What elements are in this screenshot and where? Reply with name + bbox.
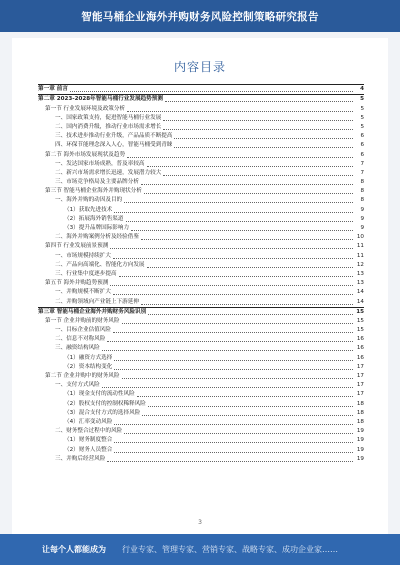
dot-leader xyxy=(141,184,353,185)
toc-entry-text: （2）资本结构变化 xyxy=(64,363,113,370)
dot-leader xyxy=(124,433,353,434)
footer-slogan: 让每个人都能成为 xyxy=(42,545,106,554)
dot-leader xyxy=(113,258,353,259)
toc-entry-page: 17 xyxy=(356,373,364,379)
toc-entry[interactable] xyxy=(38,196,364,205)
toc-entry-page: 6 xyxy=(360,142,364,149)
toc-entry[interactable] xyxy=(38,178,364,187)
toc-entry[interactable] xyxy=(38,215,364,224)
toc-entry-page: 19 xyxy=(356,437,364,444)
dot-leader xyxy=(165,101,353,102)
dot-leader xyxy=(114,212,353,213)
toc-entry-page: 17 xyxy=(356,391,364,398)
toc-entry-page: 15 xyxy=(356,327,364,334)
toc-entry-page: 19 xyxy=(356,455,364,462)
toc-entry-page: 4 xyxy=(360,86,364,93)
toc-entry[interactable] xyxy=(38,279,364,288)
toc-entry[interactable] xyxy=(38,187,364,196)
dot-leader xyxy=(119,276,353,277)
toc-entry[interactable] xyxy=(38,261,364,270)
toc-entry[interactable] xyxy=(38,288,364,297)
toc-entry-page: 18 xyxy=(356,409,364,416)
toc-entry[interactable] xyxy=(38,297,364,306)
toc-entry-page: 11 xyxy=(356,252,364,259)
toc-entry-text: 第二节 企业并购中的财务风险 xyxy=(45,373,120,379)
dot-leader xyxy=(122,323,354,324)
toc-entry-text: （2）财务人员整合 xyxy=(64,446,113,453)
toc-entry-text: 二、产品向高端化、智能化方向发展 xyxy=(55,261,145,268)
toc-page xyxy=(12,38,388,534)
toc-entry[interactable] xyxy=(38,94,364,104)
toc-entry-page: 9 xyxy=(360,225,364,231)
toc-entry[interactable] xyxy=(38,141,364,150)
toc-entry[interactable] xyxy=(38,160,364,169)
dot-leader xyxy=(141,239,353,240)
toc-entry-text: 第三节 智能马桶企业海外并购现状分析 xyxy=(45,188,142,195)
dot-leader xyxy=(174,147,353,148)
dot-leader xyxy=(144,193,353,194)
toc-entry[interactable] xyxy=(38,317,364,326)
dot-leader xyxy=(127,111,353,112)
toc-entry-page: 16 xyxy=(356,345,364,352)
dot-leader xyxy=(148,314,353,315)
dot-leader xyxy=(163,129,353,130)
toc-entry-page: 7 xyxy=(360,169,364,176)
toc-entry-text: 四、环保节能理念深入人心，智能马桶受到青睐 xyxy=(55,142,173,149)
toc-entry-text: 一、海外并购的动因及目的 xyxy=(55,197,123,204)
toc-entry-text: 三、行业集中度逐步提高 xyxy=(55,270,117,277)
toc-entry[interactable] xyxy=(38,205,364,214)
dot-leader xyxy=(142,415,353,416)
toc-entry-text: 三、并购后经营风险 xyxy=(55,455,106,462)
dot-leader xyxy=(107,341,353,342)
toc-entry-page: 13 xyxy=(356,280,364,287)
dot-leader xyxy=(147,267,353,268)
toc-entry-page: 13 xyxy=(356,270,364,277)
toc-entry-text: 二、海外并购案例分析及经验借鉴 xyxy=(55,234,139,241)
toc-entry[interactable] xyxy=(38,381,364,390)
toc-entry-text: （3）提升品牌国际影响力 xyxy=(64,225,130,231)
toc-entry-text: 一、市场规模持续扩大 xyxy=(55,252,111,259)
footer-banner xyxy=(0,534,400,565)
dot-leader xyxy=(113,294,353,295)
dot-leader xyxy=(122,378,354,379)
toc-entry[interactable] xyxy=(38,372,364,381)
toc-entry-page: 8 xyxy=(360,188,364,195)
toc-entry-page: 19 xyxy=(356,428,364,435)
dot-leader xyxy=(163,175,353,176)
dot-leader xyxy=(110,285,353,286)
toc-entry[interactable] xyxy=(38,326,364,335)
toc-entry-page: 5 xyxy=(360,96,364,103)
toc-entry-text: 一、并购规模不断扩大 xyxy=(55,289,111,296)
toc-entry-text: （1）获取先进技术 xyxy=(64,206,113,213)
toc-entry-text: （4）汇率变动风险 xyxy=(64,418,113,425)
toc-entry[interactable] xyxy=(38,427,364,436)
toc-entry[interactable] xyxy=(38,455,364,464)
report-header xyxy=(0,0,400,32)
dot-leader xyxy=(148,406,353,407)
toc-entry[interactable] xyxy=(38,150,364,159)
toc-title: 内容目录 xyxy=(173,60,226,74)
dot-leader xyxy=(126,221,354,222)
toc-entry[interactable] xyxy=(38,251,364,260)
toc-entry[interactable] xyxy=(38,409,364,418)
dot-leader xyxy=(107,461,353,462)
toc-entry-text: 三、市场竞争格局及主要品牌分析 xyxy=(55,179,139,186)
toc-entry-page: 8 xyxy=(360,179,364,186)
dot-leader xyxy=(163,120,353,121)
toc-entry-text: （2）拓展海外销售渠道 xyxy=(64,215,124,222)
toc-entry-page: 16 xyxy=(356,336,364,343)
toc-entry[interactable] xyxy=(38,436,364,445)
toc-entry-text: 第四节 行业发展前景预测 xyxy=(45,243,109,250)
toc-entry-text: （1）融资方式选择 xyxy=(64,354,113,361)
toc-entry-page: 10 xyxy=(356,234,364,241)
dot-leader xyxy=(102,350,353,351)
toc-entry-page: 14 xyxy=(356,298,364,305)
toc-entry[interactable] xyxy=(38,132,364,141)
dot-leader xyxy=(147,166,353,167)
toc-entry-text: （1）财务制度整合 xyxy=(64,437,113,444)
toc-entry-text: 第一章 前言 xyxy=(38,86,68,93)
page-number: 3 xyxy=(198,519,202,526)
toc-entry-page: 8 xyxy=(360,197,364,204)
toc-entry[interactable] xyxy=(38,399,364,408)
toc-entry-text: 二、信息不对称风险 xyxy=(55,336,106,343)
dot-leader xyxy=(114,452,353,453)
toc-entry-page: 16 xyxy=(356,354,364,361)
toc-entry[interactable] xyxy=(38,418,364,427)
toc-entry-text: 第三章 智能马桶企业海外并购财务风险识别 xyxy=(38,308,147,315)
toc-entry-page: 19 xyxy=(356,446,364,453)
toc-entry-page: 17 xyxy=(356,363,364,370)
toc-entry-text: 二、并购领域向产业链上下游延伸 xyxy=(55,298,139,305)
toc-entry[interactable] xyxy=(38,344,364,353)
toc-entry-text: 第一节 行业发展环境及政策分析 xyxy=(45,105,126,112)
dot-leader xyxy=(114,442,353,443)
toc-list xyxy=(38,84,364,464)
toc-entry-text: （2）股权支付的控制权稀释风险 xyxy=(64,400,146,407)
toc-entry-text: 第二章 2023-2028年智能马桶行业发展趋势预测 xyxy=(38,96,163,103)
toc-entry[interactable] xyxy=(38,353,364,362)
toc-entry[interactable] xyxy=(38,169,364,178)
toc-entry-page: 15 xyxy=(356,308,364,315)
toc-entry[interactable] xyxy=(38,224,364,233)
toc-entry-text: 一、目标企业估值风险 xyxy=(55,327,111,334)
toc-entry-page: 6 xyxy=(360,151,364,158)
toc-entry-page: 5 xyxy=(360,123,364,130)
toc-entry-text: 第一节 企业并购前的财务风险 xyxy=(45,317,120,324)
toc-entry[interactable] xyxy=(38,123,364,132)
dot-leader xyxy=(174,138,353,139)
dot-leader xyxy=(113,332,353,333)
dot-leader xyxy=(110,248,353,249)
toc-entry-page: 14 xyxy=(356,289,364,296)
toc-entry-page: 6 xyxy=(360,133,364,140)
toc-entry-page: 5 xyxy=(360,105,364,112)
toc-entry-page: 9 xyxy=(360,215,364,222)
toc-entry-text: 第二节 海外市场发展现状及趋势 xyxy=(45,151,126,158)
toc-entry-text: （1）现金支付的流动性风险 xyxy=(64,391,135,398)
toc-entry-page: 12 xyxy=(356,261,364,268)
dot-leader xyxy=(127,157,353,158)
toc-entry-page: 7 xyxy=(360,160,364,167)
toc-entry-page: 5 xyxy=(360,114,364,121)
footer-roles: 行业专家、管理专家、营销专家、战略专家、成功企业家…… xyxy=(122,545,338,554)
toc-entry-text: 一、支付方式风险 xyxy=(55,382,100,389)
toc-entry-page: 18 xyxy=(356,418,364,425)
toc-entry-page: 15 xyxy=(356,317,364,324)
toc-entry-text: 一、国家政策支持，促进智能马桶行业发展 xyxy=(55,114,162,121)
dot-leader xyxy=(70,91,353,92)
toc-entry-text: 一、发达国家市场成熟，普及率较高 xyxy=(55,160,145,167)
dot-leader xyxy=(141,304,353,305)
toc-entry[interactable] xyxy=(38,335,364,344)
toc-entry-text: 二、财务整合过程中的风险 xyxy=(55,428,123,435)
toc-entry-text: （3）混合支付方式的选择风险 xyxy=(64,409,141,416)
toc-entry[interactable] xyxy=(38,104,364,113)
toc-entry[interactable] xyxy=(38,114,364,123)
toc-entry-text: 三、融资结构风险 xyxy=(55,345,100,352)
toc-entry-page: 18 xyxy=(356,400,364,407)
toc-entry[interactable] xyxy=(38,84,364,94)
toc-entry-page: 17 xyxy=(356,382,364,389)
toc-entry[interactable] xyxy=(38,390,364,399)
toc-entry[interactable] xyxy=(38,242,364,251)
dot-leader xyxy=(114,424,353,425)
toc-entry-text: 第五节 海外并购趋势预测 xyxy=(45,280,109,287)
dot-leader xyxy=(137,396,353,397)
toc-entry[interactable] xyxy=(38,270,364,279)
toc-entry[interactable] xyxy=(38,363,364,372)
dot-leader xyxy=(114,360,353,361)
toc-entry-page: 11 xyxy=(356,243,364,250)
report-title: 智能马桶企业海外并购财务风险控制策略研究报告 xyxy=(81,10,319,23)
toc-entry[interactable] xyxy=(38,307,364,317)
toc-entry[interactable] xyxy=(38,233,364,242)
toc-entry-page: 9 xyxy=(360,206,364,213)
dot-leader xyxy=(114,369,353,370)
dot-leader xyxy=(124,202,353,203)
toc-entry-text: 三、技术进步推动行业升级，产品品质不断提高 xyxy=(55,133,173,140)
dot-leader xyxy=(131,230,353,231)
toc-entry-text: 二、新兴市场需求增长迅速，发展潜力较大 xyxy=(55,169,162,176)
toc-entry[interactable] xyxy=(38,445,364,454)
toc-entry-text: 二、国内消费升级，推动行业市场需求增长 xyxy=(55,123,162,130)
dot-leader xyxy=(102,387,353,388)
